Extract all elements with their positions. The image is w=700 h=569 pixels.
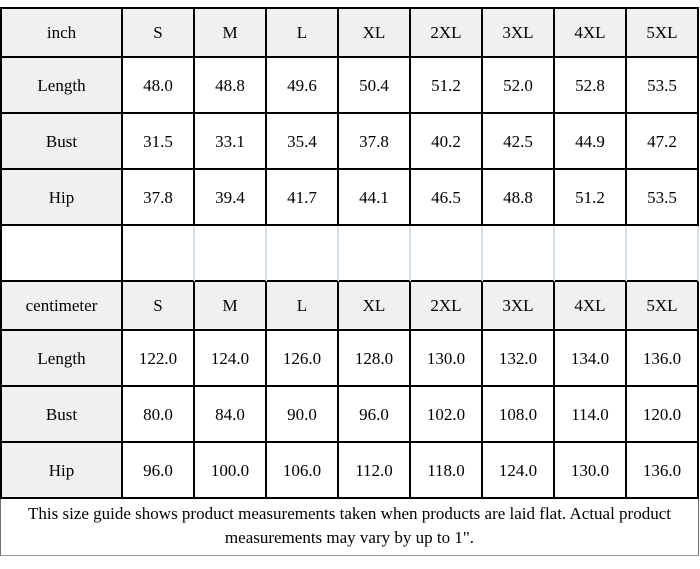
data-row	[2, 114, 699, 170]
measurement-value-cell: 50.4	[339, 58, 411, 114]
size-column-header-cell: S	[123, 9, 195, 58]
measurement-value-cell: 96.0	[123, 443, 195, 499]
measurement-value-cell: 120.0	[627, 387, 699, 443]
measurement-value-cell: 130.0	[411, 331, 483, 387]
data-row	[2, 58, 699, 114]
spacer-row	[2, 226, 699, 282]
measurement-value-cell: 114.0	[555, 387, 627, 443]
measurement-value-cell: 42.5	[483, 114, 555, 170]
measurement-value-cell: 44.1	[339, 170, 411, 226]
row-label-cell: Hip	[2, 170, 123, 226]
size-column-header-cell: XL	[339, 9, 411, 58]
measurement-value-cell: 126.0	[267, 331, 339, 387]
measurement-value-cell: 108.0	[483, 387, 555, 443]
measurement-value-cell: 48.8	[483, 170, 555, 226]
spacer-cell	[339, 226, 411, 282]
measurement-value-cell: 46.5	[411, 170, 483, 226]
row-label-cell: Length	[2, 331, 123, 387]
measurement-value-cell: 33.1	[195, 114, 267, 170]
size-column-header-cell: XL	[339, 282, 411, 331]
measurement-value-cell: 48.8	[195, 58, 267, 114]
size-column-header-cell: L	[267, 282, 339, 331]
measurement-value-cell: 80.0	[123, 387, 195, 443]
spacer-cell	[555, 226, 627, 282]
data-row	[2, 331, 699, 387]
spacer-cell	[483, 226, 555, 282]
spacer-cell	[411, 226, 483, 282]
measurement-value-cell: 37.8	[339, 114, 411, 170]
data-row	[2, 170, 699, 226]
measurement-value-cell: 100.0	[195, 443, 267, 499]
measurement-value-cell: 136.0	[627, 443, 699, 499]
size-column-header-cell: 3XL	[483, 282, 555, 331]
size-column-header-cell: 2XL	[411, 282, 483, 331]
size-column-header-cell: 3XL	[483, 9, 555, 58]
size-guide-table	[0, 7, 699, 499]
measurement-value-cell: 134.0	[555, 331, 627, 387]
size-column-header-cell: 2XL	[411, 9, 483, 58]
measurement-value-cell: 102.0	[411, 387, 483, 443]
measurement-value-cell: 112.0	[339, 443, 411, 499]
row-label-cell: Length	[2, 58, 123, 114]
unit-header-cell: inch	[2, 9, 123, 58]
size-column-header-cell: 4XL	[555, 9, 627, 58]
size-column-header-cell: M	[195, 282, 267, 331]
measurement-value-cell: 35.4	[267, 114, 339, 170]
measurement-value-cell: 51.2	[555, 170, 627, 226]
measurement-value-cell: 118.0	[411, 443, 483, 499]
measurement-value-cell: 52.0	[483, 58, 555, 114]
measurement-value-cell: 90.0	[267, 387, 339, 443]
measurement-value-cell: 49.6	[267, 58, 339, 114]
unit-header-cell: centimeter	[2, 282, 123, 331]
measurement-value-cell: 130.0	[555, 443, 627, 499]
measurement-value-cell: 136.0	[627, 331, 699, 387]
size-column-header-cell: 5XL	[627, 282, 699, 331]
measurement-value-cell: 53.5	[627, 170, 699, 226]
measurement-value-cell: 53.5	[627, 58, 699, 114]
measurement-value-cell: 31.5	[123, 114, 195, 170]
spacer-cell	[267, 226, 339, 282]
measurement-value-cell: 44.9	[555, 114, 627, 170]
header-row	[2, 282, 699, 331]
row-label-cell: Bust	[2, 387, 123, 443]
measurement-value-cell: 41.7	[267, 170, 339, 226]
measurement-value-cell: 124.0	[483, 443, 555, 499]
measurement-value-cell: 39.4	[195, 170, 267, 226]
size-column-header-cell: 5XL	[627, 9, 699, 58]
size-column-header-cell: S	[123, 282, 195, 331]
measurement-value-cell: 132.0	[483, 331, 555, 387]
measurement-value-cell: 40.2	[411, 114, 483, 170]
measurement-value-cell: 37.8	[123, 170, 195, 226]
size-column-header-cell: 4XL	[555, 282, 627, 331]
spacer-cell	[123, 226, 195, 282]
row-label-cell: Hip	[2, 443, 123, 499]
data-row	[2, 443, 699, 499]
size-column-header-cell: M	[195, 9, 267, 58]
measurement-value-cell: 106.0	[267, 443, 339, 499]
measurement-value-cell: 128.0	[339, 331, 411, 387]
disclaimer-text: This size guide shows product measurements taken when products are laid flat. Actual product measurements may vary by up to 1".	[28, 504, 671, 547]
measurement-value-cell: 47.2	[627, 114, 699, 170]
size-guide-disclaimer	[0, 499, 699, 556]
measurement-value-cell: 96.0	[339, 387, 411, 443]
spacer-cell	[195, 226, 267, 282]
spacer-cell	[2, 226, 123, 282]
data-row	[2, 387, 699, 443]
measurement-value-cell: 124.0	[195, 331, 267, 387]
measurement-value-cell: 122.0	[123, 331, 195, 387]
size-column-header-cell: L	[267, 9, 339, 58]
header-row	[2, 9, 699, 58]
measurement-value-cell: 52.8	[555, 58, 627, 114]
row-label-cell: Bust	[2, 114, 123, 170]
spacer-cell	[627, 226, 699, 282]
size-table-body	[2, 9, 699, 499]
measurement-value-cell: 84.0	[195, 387, 267, 443]
measurement-value-cell: 48.0	[123, 58, 195, 114]
measurement-value-cell: 51.2	[411, 58, 483, 114]
